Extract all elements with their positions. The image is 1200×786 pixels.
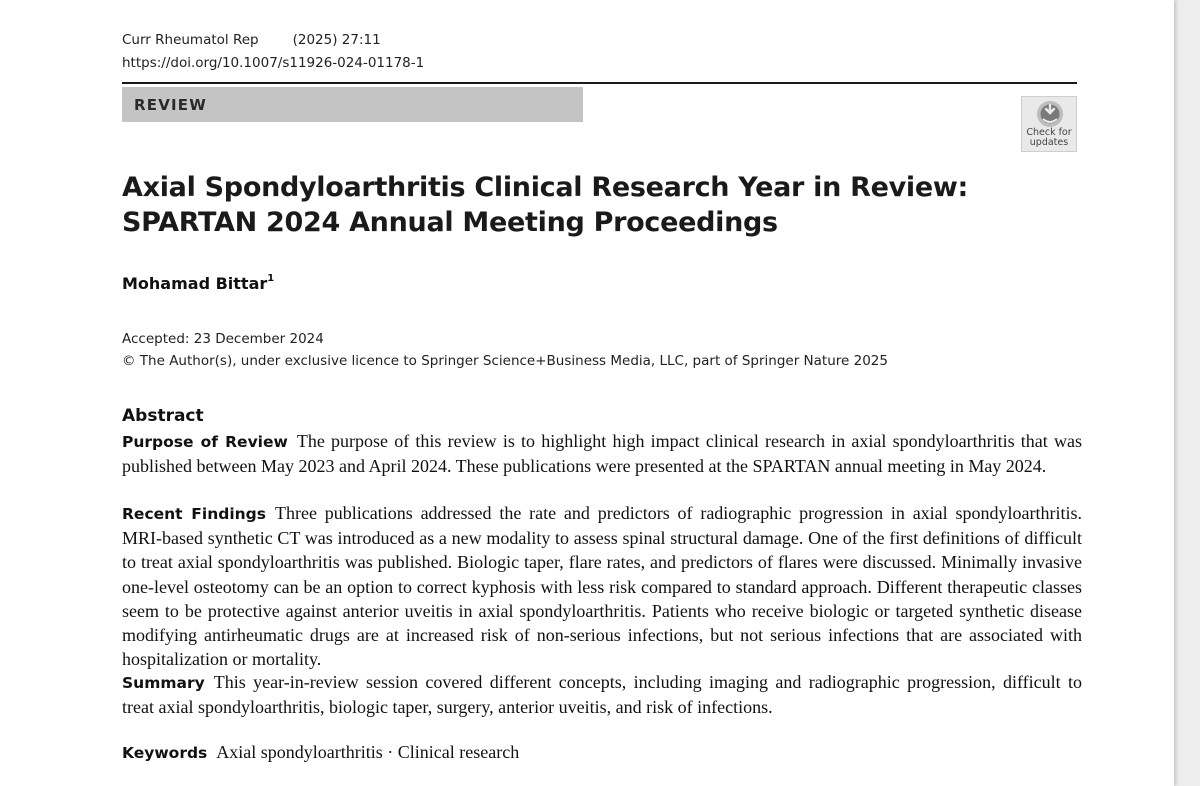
header-divider <box>122 82 1077 84</box>
article-title: Axial Spondyloarthritis Clinical Research Year in Review: SPARTAN 2024 Annual Meeting Proceedings <box>122 172 969 238</box>
section-banner <box>122 87 583 122</box>
findings-label: Recent Findings <box>122 505 266 523</box>
section-label: REVIEW <box>134 96 207 114</box>
keywords <box>122 742 519 763</box>
author <box>122 274 274 293</box>
doi-link[interactable]: https://doi.org/10.1007/s11926-024-01178-1 <box>122 55 425 71</box>
summary-text: This year-in-review session covered different concepts, including imaging and radiographic progression, difficult to treat axial spondyloarthritis, biologic taper, surgery, anterior uveitis, and risk of infections. <box>122 672 1082 718</box>
check-for-updates-line2: updates <box>1029 137 1069 148</box>
abstract-heading: Abstract <box>122 406 204 426</box>
accepted-date: Accepted: 23 December 2024 <box>122 331 324 347</box>
journal-name: Curr Rheumatol Rep <box>122 32 259 48</box>
check-for-updates-button[interactable] <box>1021 96 1077 152</box>
abstract-summary <box>122 670 1082 719</box>
journal-volume: (2025) 27:11 <box>292 32 381 48</box>
abstract-findings <box>122 501 1082 671</box>
keywords-label: Keywords <box>122 744 208 762</box>
abstract-purpose <box>122 429 1082 478</box>
findings-text: Three publications addressed the rate and predictors of radiographic progression in axial spondyloarthritis. MRI-based synthetic CT was introduced as a new modality to assess spinal structural damage. One of the first definitions of difficult to treat axial spondyloarthritis was published. Biologic taper, flare rates, and predictors of flares were discussed. Minimally invasive one-level osteotomy can be an option to correct kyphosis with less risk compared to standard approach. Different therapeutic classes seem to be protective against anterior uveitis in axial spondyloarthritis. Patients who receive biologic or targeted synthetic disease modifying antirheumatic drugs are at increased risk of non-serious infections, but not serious infections that are associated with hospitalization or mortality. <box>122 503 1082 670</box>
author-name[interactable]: Mohamad Bittar <box>122 274 268 293</box>
check-for-updates-line1: Check for <box>1026 127 1072 138</box>
summary-label: Summary <box>122 674 205 692</box>
purpose-label: Purpose of Review <box>122 433 288 451</box>
keywords-text: Axial spondyloarthritis · Clinical research <box>216 742 520 762</box>
author-affiliation-mark: 1 <box>267 272 275 284</box>
check-for-updates-icon <box>1036 100 1064 128</box>
copyright-notice: © The Author(s), under exclusive licence to Springer Science+Business Media, LLC, part of Springer Nature 2025 <box>122 353 888 369</box>
journal-citation <box>122 32 381 48</box>
purpose-text: The purpose of this review is to highlight high impact clinical research in axial spondyloarthritis that was published between May 2023 and April 2024. These publications were presented at the SPARTAN annual meeting in May 2024. <box>122 431 1082 477</box>
